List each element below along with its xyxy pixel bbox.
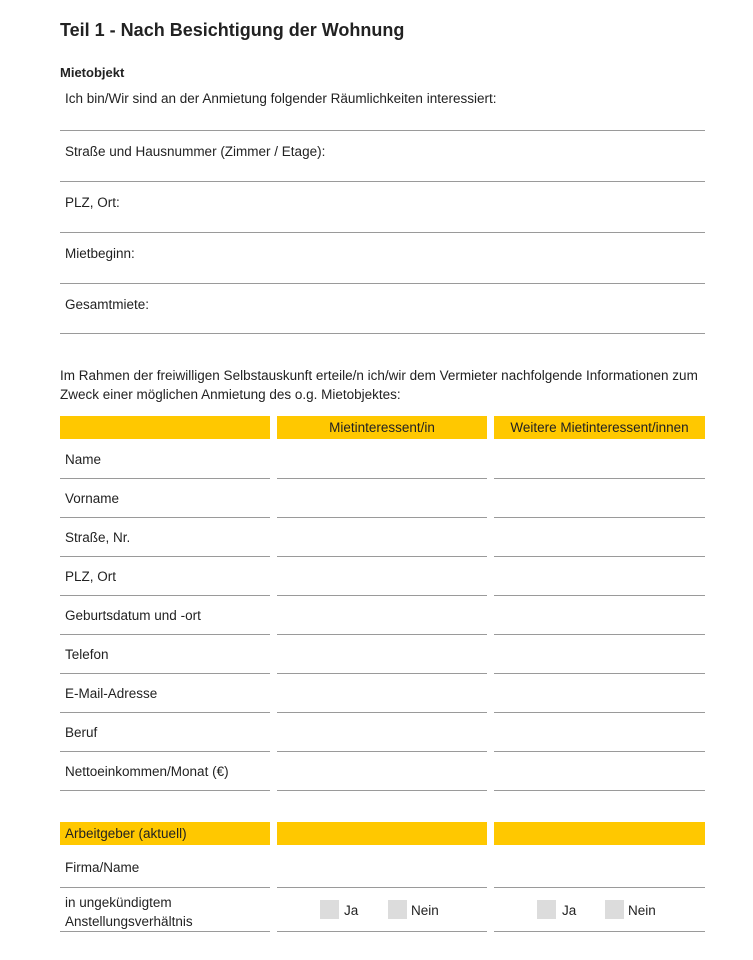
- row-label-street: Straße, Nr.: [65, 530, 131, 545]
- row-line-label: [60, 634, 270, 635]
- row-line-label: [60, 712, 270, 713]
- row-label-email: E-Mail-Adresse: [65, 686, 158, 701]
- row-line-label: [60, 517, 270, 518]
- zip-city-field-line[interactable]: [60, 232, 705, 233]
- company-other-input[interactable]: [494, 887, 705, 888]
- employment-label-line2: Anstellungsverhältnis: [65, 914, 193, 929]
- rent-start-field-line[interactable]: [60, 283, 705, 284]
- vorname-other-input[interactable]: [494, 517, 705, 518]
- row-label-phone: Telefon: [65, 647, 109, 662]
- street-field-label: Straße und Hausnummer (Zimmer / Etage):: [65, 144, 326, 159]
- row-label-job: Beruf: [65, 725, 98, 740]
- applicant-ja-label: Ja: [344, 903, 359, 918]
- employment-other-line: [494, 931, 705, 932]
- row-line-label: [60, 751, 270, 752]
- email-applicant-input[interactable]: [277, 712, 487, 713]
- total-rent-field-line[interactable]: [60, 333, 705, 334]
- employment-applicant-line: [277, 931, 487, 932]
- email-other-input[interactable]: [494, 712, 705, 713]
- other-nein-checkbox[interactable]: [605, 900, 624, 919]
- other-nein-label: Nein: [628, 903, 656, 918]
- row-label-birth: Geburtsdatum und -ort: [65, 608, 201, 623]
- job-other-input[interactable]: [494, 751, 705, 752]
- other-ja-checkbox[interactable]: [537, 900, 556, 919]
- zip-city-applicant-input[interactable]: [277, 595, 487, 596]
- row-label-name: Name: [65, 452, 102, 467]
- birth-other-input[interactable]: [494, 634, 705, 635]
- applicant-nein-checkbox[interactable]: [388, 900, 407, 919]
- row-label-vorname: Vorname: [65, 491, 120, 506]
- row-line-label: [60, 673, 270, 674]
- name-applicant-input[interactable]: [277, 478, 487, 479]
- employer-header: Arbeitgeber (aktuell): [60, 822, 270, 845]
- row-label-zip-city: PLZ, Ort: [65, 569, 117, 584]
- column-header-other-applicants: Weitere Mietinteressent/innen: [494, 416, 705, 439]
- row-line-label: [60, 887, 270, 888]
- row-label-employment: [65, 893, 193, 931]
- employment-label-line1: in ungekündigtem: [65, 895, 172, 910]
- column-header-applicant: Mietinteressent/in: [277, 416, 487, 439]
- selbstauskunft-paragraph: Im Rahmen der freiwilligen Selbstauskunft erteile/n ich/wir dem Vermieter nachfolgende Informationen zum Zweck einer möglichen Anmietung des o.g. Mietobjektes:: [60, 368, 698, 402]
- phone-applicant-input[interactable]: [277, 673, 487, 674]
- intro-underline[interactable]: [60, 130, 705, 131]
- applicant-ja-checkbox[interactable]: [320, 900, 339, 919]
- street-applicant-input[interactable]: [277, 556, 487, 557]
- employer-header-other: [494, 822, 705, 845]
- phone-other-input[interactable]: [494, 673, 705, 674]
- name-other-input[interactable]: [494, 478, 705, 479]
- street-other-input[interactable]: [494, 556, 705, 557]
- applicant-nein-label: Nein: [411, 903, 439, 918]
- street-field-line[interactable]: [60, 181, 705, 182]
- column-header-blank: [60, 416, 270, 439]
- company-applicant-input[interactable]: [277, 887, 487, 888]
- row-line-label: [60, 478, 270, 479]
- row-line-label: [60, 790, 270, 791]
- other-ja-label: Ja: [562, 903, 577, 918]
- vorname-applicant-input[interactable]: [277, 517, 487, 518]
- row-label-company: Firma/Name: [65, 860, 140, 875]
- intro-text: Ich bin/Wir sind an der Anmietung folgender Räumlichkeiten interessiert:: [65, 91, 497, 106]
- birth-applicant-input[interactable]: [277, 634, 487, 635]
- zip-city-field-label: PLZ, Ort:: [65, 195, 120, 210]
- row-label-income: Nettoeinkommen/Monat (€): [65, 764, 229, 779]
- page-title: Teil 1 - Nach Besichtigung der Wohnung: [60, 20, 405, 40]
- zip-city-other-input[interactable]: [494, 595, 705, 596]
- row-line-label: [60, 556, 270, 557]
- total-rent-field-label: Gesamtmiete:: [65, 297, 150, 312]
- employer-header-applicant: [277, 822, 487, 845]
- row-line-label: [60, 931, 270, 932]
- row-line-label: [60, 595, 270, 596]
- rent-start-field-label: Mietbeginn:: [65, 246, 135, 261]
- income-other-input[interactable]: [494, 790, 705, 791]
- job-applicant-input[interactable]: [277, 751, 487, 752]
- section-heading-mietobjekt: Mietobjekt: [60, 65, 125, 80]
- income-applicant-input[interactable]: [277, 790, 487, 791]
